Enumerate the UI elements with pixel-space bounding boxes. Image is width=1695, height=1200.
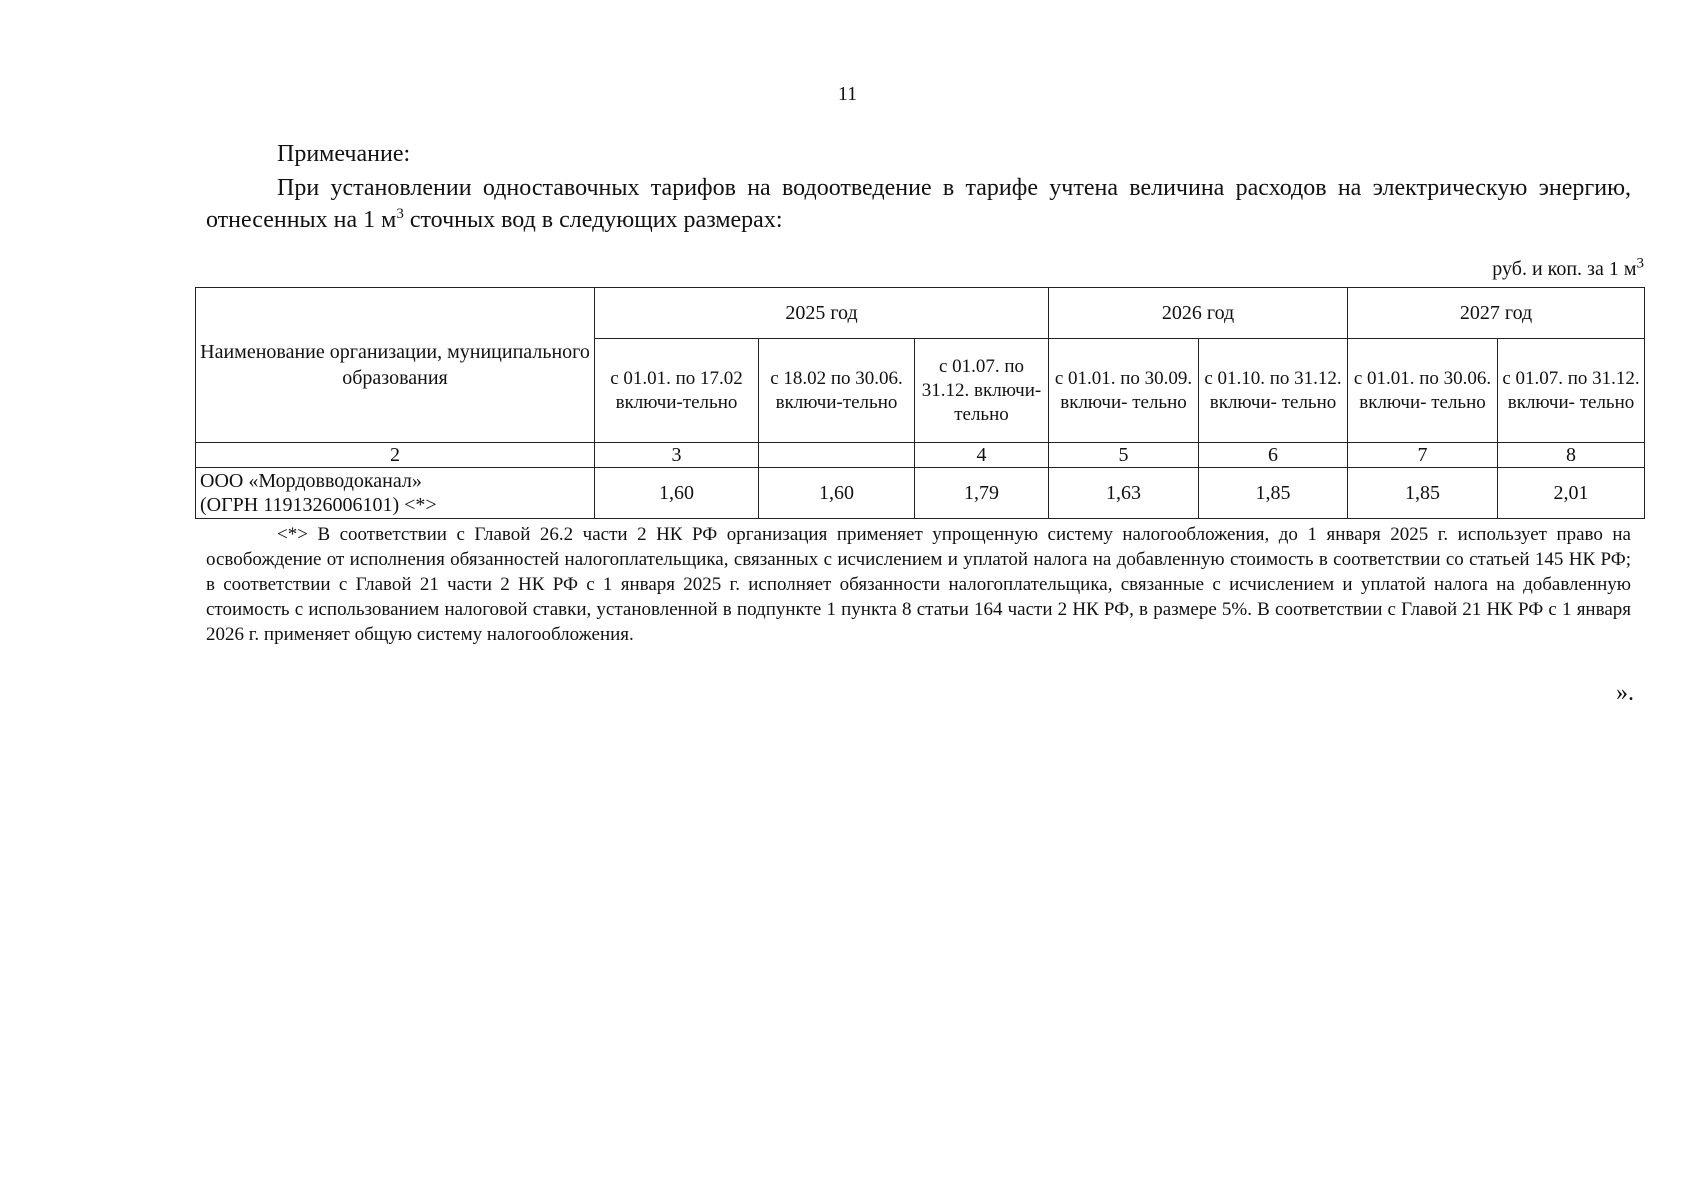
note-text-part1: При установлении одноставочных тарифов на водоотведение в тарифе учтена величина расходов на электрическую энергию, отнесенных на 1 м [206,175,1631,233]
units-label [1492,255,1644,281]
year-header-2026: 2026 год [1049,288,1348,339]
column-number-row [196,443,1645,468]
note-text-sup: 3 [396,206,404,222]
closing-quote: ». [1616,680,1634,706]
column-header-name: Наименование организации, муниципального образования [196,288,595,443]
tariff-value: 1,60 [595,468,759,519]
period-header: с 01.07. по 31.12. включи- тельно [915,339,1049,443]
period-header: с 18.02 по 30.06. включи-тельно [759,339,915,443]
organization-name: ООО «Мордовводоканал» [200,470,422,492]
tariff-value: 1,63 [1049,468,1199,519]
year-header-2027: 2027 год [1348,288,1645,339]
period-header: с 01.01. по 30.09. включи- тельно [1049,339,1199,443]
year-header-2025: 2025 год [595,288,1049,339]
column-number: 2 [196,443,595,468]
period-header: с 01.01. по 17.02 включи-тельно [595,339,759,443]
tariff-value: 1,85 [1199,468,1348,519]
table-header-row-years [196,288,1645,339]
column-number [759,443,915,468]
column-number: 5 [1049,443,1199,468]
note-text-part2: сточных вод в следующих размерах: [403,207,783,233]
units-text: руб. и коп. за 1 м [1492,258,1637,280]
note-text [206,172,1631,236]
column-number: 7 [1348,443,1498,468]
tariff-value: 1,85 [1348,468,1498,519]
column-number: 3 [595,443,759,468]
table-row [196,468,1645,519]
units-sup: 3 [1636,255,1644,272]
tariff-value: 1,79 [915,468,1049,519]
tariff-table [195,287,1645,519]
period-header: с 01.07. по 31.12. включи- тельно [1498,339,1645,443]
tariff-value: 1,60 [759,468,915,519]
column-number: 8 [1498,443,1645,468]
page-number: 11 [837,83,858,105]
organization-name-cell [196,468,595,519]
organization-ogrn: (ОГРН 1191326006101) <*> [200,494,437,516]
note-title: Примечание: [277,141,411,167]
footnote: <*> В соответствии с Главой 26.2 части 2 НК РФ организация применяет упрощенную систему налогообложения, до 1 января 2025 г. использует право на освобождение от исполнения обязанностей налогоплательщика, связанных с исчислением и уплатой налога на добавленную стоимость в соответствии со статьей 145 НК РФ; в соответствии с Главой 21 части 2 НК РФ с 1 января 2025 г. исполняет обязанности налогоплательщика, связанные с исчислением и уплатой налога на добавленную стоимость с использованием налоговой ставки, установленной в подпункте 1 пункта 8 статьи 164 части 2 НК РФ, в размере 5%. В соответствии с Главой 21 НК РФ с 1 января 2026 г. применяет общую систему налогообложения. [206,524,1631,645]
column-number: 4 [915,443,1049,468]
column-number: 6 [1199,443,1348,468]
period-header: с 01.01. по 30.06. включи- тельно [1348,339,1498,443]
tariff-value: 2,01 [1498,468,1645,519]
period-header: с 01.10. по 31.12. включи- тельно [1199,339,1348,443]
